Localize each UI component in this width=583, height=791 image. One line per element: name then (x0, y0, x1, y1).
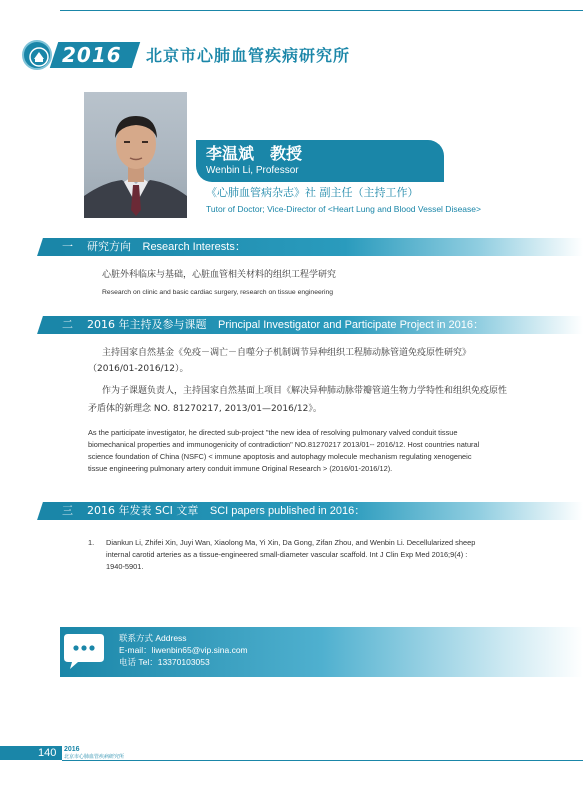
section-title-research (62, 238, 246, 256)
paper-line-3: 1940-5901. (106, 562, 144, 571)
section-number: 三 (62, 504, 73, 517)
project-2-line-1: 作为子课题负责人，主持国家自然基面上项目《解决异种肺动脉带瓣管道生物力学特性和组织免疫原性 (102, 386, 508, 396)
footer-institute: 北京市心肺血管疾病研究所 (64, 754, 125, 760)
section-number: 一 (62, 240, 73, 253)
contact-heading: 联系方式 Address (119, 633, 187, 643)
research-text-cn: 心脏外科临床与基础，心脏血管相关材料的组织工程学研究 (102, 270, 337, 280)
section-title-en: Research Interests： (142, 241, 246, 253)
section-title-cn: 2016 年发表 SCI 文章 (87, 504, 199, 517)
project-en-line-3: science foundation of China (NSFC) < immune apoptosis and autophagy molecule mechanism regulating xenogeneic (88, 452, 472, 461)
page-number: 140 (38, 747, 57, 759)
profile-title-en: Tutor of Doctor; Vice-Director of <Heart Lung and Blood Vessel Disease> (206, 204, 481, 214)
project-en-line-1: As the participate investigator, he directed sub-project "the new idea of resolving pulmonary valved conduit tissue (88, 428, 458, 437)
research-text-en: Research on clinic and basic cardiac surgery, research on tissue engineering (102, 289, 334, 296)
project-en-line-2: biomechanical properties and immunogenicity of contradiction" NO.81270217 2013/01-- 2016/12. Host countries natural (88, 440, 480, 449)
contact-email: E-mail：liwenbin65@vip.sina.com (119, 645, 248, 655)
section-title-cn: 研究方向 (87, 240, 131, 253)
header-rule (60, 10, 583, 11)
paper-number: 1. (88, 538, 95, 547)
section-title-en: SCI papers published in 2016： (209, 505, 366, 517)
logo-emblem-icon (28, 46, 50, 68)
section-title-cn: 2016 年主持及参与课题 (87, 318, 207, 331)
header-year: 2016 (62, 43, 122, 67)
profile-name-en: Wenbin Li, Professor (206, 165, 299, 176)
contact-tel: 电话 Tel：13370103053 (119, 657, 210, 667)
chat-bubble-icon (62, 630, 106, 672)
footer-year: 2016 (64, 746, 80, 753)
project-en-line-4: tissue engineering pulmonary artery conduit immune Original Research > (2016/01-2016/12). (88, 464, 393, 473)
institute-logo (22, 40, 52, 70)
project-2-line-2: 矛盾体的新理念 NO. 81270217, 2013/01—2016/12》。 (88, 404, 322, 414)
paper-line-1: Diankun Li, Zhifei Xin, Juyi Wan, Xiaolong Ma, Yi Xin, Da Gong, Zifan Zhou, and Wenbin Li. Decellularized sheep (106, 538, 476, 547)
section-title-papers (62, 502, 365, 520)
profile-name-cn: 李温斌 教授 (206, 144, 303, 163)
project-1-line-2: （2016/01-2016/12）。 (88, 364, 189, 374)
section-number: 二 (62, 318, 73, 331)
paper-line-2: internal carotid arteries as a tissue-engineered small-diameter vascular scaffold. Int J Clin Exp Med 2016;9(4) : (106, 550, 468, 559)
footer-rule (62, 760, 583, 761)
section-title-en: Principal Investigator and Participate Project in 2016： (218, 319, 484, 331)
project-1-line-1: 主持国家自然基金《免疫－凋亡－自噬分子机制调节异种组织工程肺动脉管道免疫原性研究》 (102, 348, 472, 358)
profile-photo (84, 92, 187, 218)
section-title-projects (62, 316, 484, 334)
profile-title-cn: 《心肺血管病杂志》社 副主任（主持工作） (206, 186, 419, 199)
header-institute-name: 北京市心肺血管疾病研究所 (146, 46, 351, 65)
